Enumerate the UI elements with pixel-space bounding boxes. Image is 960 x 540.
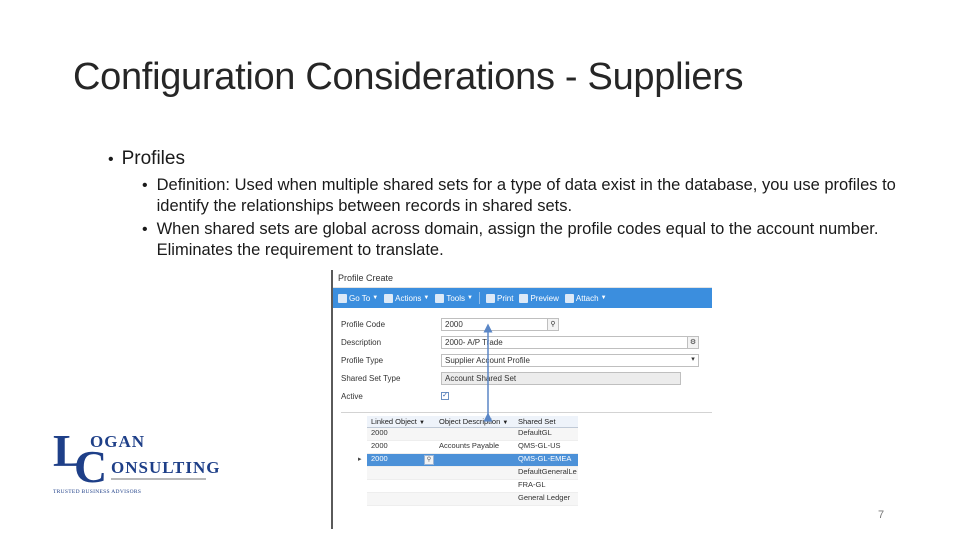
profile-form [341,315,706,405]
translate-icon[interactable]: ⚙ [687,336,699,349]
profile-code-label: Profile Code [341,319,386,329]
linked-objects-grid [358,416,578,506]
cell-object-description [436,428,515,440]
chevron-down-icon: ▾ [691,355,695,363]
table-row[interactable] [367,480,578,493]
profile-code-value: 2000 [445,319,463,329]
bullet-dot: • [142,177,148,194]
cell-shared-set: QMS-GL-US [518,441,561,450]
tools-icon [435,294,444,303]
sub-bullet-text: Definition: Used when multiple shared sets for a type of data exist in the database, you use profiles to identify the relationships between records in shared sets. [156,176,896,215]
preview-icon [519,294,528,303]
shared-set-type-value: Account Shared Set [445,373,517,383]
profile-code-field[interactable] [441,318,559,331]
cell-shared-set: General Ledger [518,493,571,502]
description-row [341,333,706,351]
grid-header [367,416,578,428]
actions-icon [384,294,393,303]
form-divider [341,412,712,413]
profile-type-row [341,351,706,369]
slide-title: Configuration Considerations - Suppliers [73,56,744,98]
logo-underline [111,478,206,480]
cell-object-description [436,467,515,479]
preview-button[interactable] [519,294,558,303]
profile-type-value: Supplier Account Profile [445,355,530,365]
attach-icon [565,294,574,303]
shared-set-type-row [341,369,706,387]
header-label: Linked Object [371,417,417,426]
header-label: Object Description [439,417,501,426]
lookup-icon[interactable]: ⚲ [547,318,559,331]
bullet-dot: • [108,151,114,168]
cell-shared-set: DefaultGeneralLe [518,467,577,476]
logo-word-onsulting: ONSULTING [111,458,221,477]
logo-tagline: TRUSTED BUSINESS ADVISORS [53,489,142,495]
chevron-down-icon: ▼ [467,295,473,301]
cell-object-description: Accounts Payable [439,441,500,450]
column-header-object-description[interactable] [436,416,515,427]
tools-button[interactable] [435,294,473,303]
chevron-down-icon: ▼ [418,420,425,426]
cell-linked-object [367,480,436,492]
attach-button[interactable] [565,294,607,303]
cell-linked-object [358,454,436,466]
table-row[interactable] [367,467,578,480]
toolbar [333,288,712,308]
bullet-dot: • [142,221,148,238]
table-row[interactable] [367,428,578,441]
lookup-icon[interactable]: ⚲ [424,455,434,465]
description-field[interactable] [441,336,699,349]
sub-bullet-text: When shared sets are global across domain, assign the profile codes equal to the account number. Eliminates the requirement to translate. [156,220,879,259]
cell-shared-set: QMS-GL-EMEA [518,454,572,463]
page-number: 7 [878,509,885,521]
print-button[interactable] [486,294,513,303]
attach-label: Attach [575,293,599,303]
description-value: 2000- A/P Trade [445,337,503,347]
cell-linked-object: 2000 [371,428,388,437]
profile-type-select[interactable] [441,354,699,367]
chevron-down-icon: ▼ [423,295,430,301]
bullet-text: Profiles [121,148,185,169]
cell-shared-set: FRA-GL [518,480,546,489]
preview-label: Preview [530,293,559,303]
cell-shared-set: DefaultGL [518,428,552,437]
window-title: Profile Create [333,270,712,288]
profile-create-screenshot [331,270,712,529]
tools-label: Tools [446,293,466,303]
table-row[interactable] [367,493,578,506]
sub-bullet-definition [142,175,908,217]
table-row[interactable] [367,441,578,454]
active-label: Active [341,391,363,401]
goto-button[interactable] [338,294,378,303]
shared-set-type-label: Shared Set Type [341,373,401,383]
cell-linked-object: 2000 [371,441,388,450]
actions-button[interactable] [384,294,429,303]
column-header-linked-object[interactable] [367,416,436,427]
column-header-shared-set[interactable] [515,416,578,427]
header-label: Shared Set [518,417,556,426]
shared-set-type-field [441,372,681,385]
table-row-selected[interactable] [358,454,578,467]
cell-object-description [436,493,515,505]
chevron-down-icon: ▼ [502,420,509,426]
print-icon [486,294,495,303]
goto-label: Go To [349,293,371,303]
cell-linked-object [367,467,436,479]
active-checkbox[interactable]: ✓ [442,392,448,399]
description-label: Description [341,337,382,347]
sub-bullet-list [142,175,908,261]
row-pointer-icon: ▸ [358,456,362,463]
print-label: Print [496,293,514,303]
cell-object-description [436,480,515,492]
active-row [341,387,706,405]
cell-object-description [436,454,515,466]
goto-icon [338,294,347,303]
cell-value: 2000 [371,454,388,463]
bullet-list [108,148,908,263]
toolbar-divider [479,292,480,304]
bullet-profiles [108,148,908,170]
cell-linked-object [367,493,436,505]
logo-word-ogan: OGAN [90,432,145,451]
chevron-down-icon: ▼ [372,295,379,301]
chevron-down-icon: ▼ [600,295,607,301]
logo-letter-l: L [53,425,84,476]
logan-consulting-logo [50,425,221,500]
sub-bullet-shared-sets [142,219,908,261]
actions-label: Actions [395,293,422,303]
profile-code-row [341,315,706,333]
profile-type-label: Profile Type [341,355,384,365]
logo-letter-c: C [74,441,108,492]
